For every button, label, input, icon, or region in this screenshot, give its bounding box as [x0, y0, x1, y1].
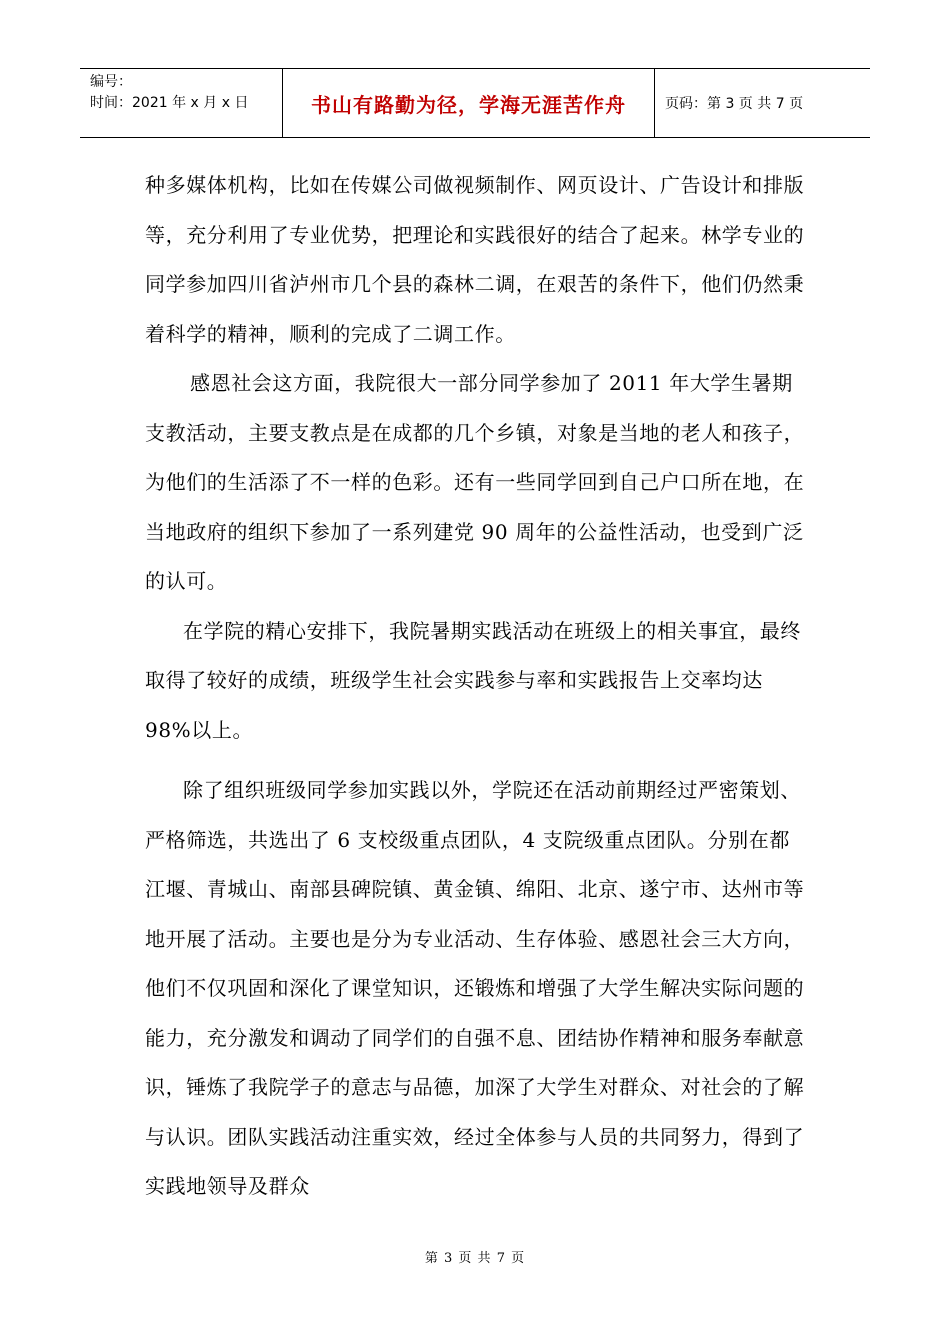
document-header	[80, 68, 870, 138]
page-footer: 第 3 页 共 7 页	[424, 1251, 526, 1266]
header-number-label: 编号：	[90, 74, 132, 90]
header-motto: 书山有路勤为径，学海无涯苦作舟	[283, 69, 655, 137]
paragraph-3: 在学院的精心安排下，我院暑期实践活动在班级上的相关事宜，最终取得了较好的成绩，班级学生社会实践参与率和实践报告上交率均达 98%以上。	[145, 618, 801, 742]
header-page-info: 页码：第 3 页 共 7 页	[665, 96, 804, 112]
paragraph-2: 感恩社会这方面，我院很大一部分同学参加了 2011 年大学生暑期支教活动，主要支教点是在成都的几个乡镇，对象是当地的老人和孩子，为他们的生活添了不一样的色彩。还有一些同学回到自己户口所在地，在当地政府的组织下参加了一系列建党 90 周年的公益性活动，也受到广泛的认可。	[145, 371, 805, 593]
header-time-label: 时间：2021 年 x 月 x 日	[90, 95, 249, 111]
document-body	[145, 161, 810, 1212]
header-meta	[80, 69, 283, 137]
paragraph-4: 除了组织班级同学参加实践以外，学院还在活动前期经过严密策划、严格筛选，共选出了 6 支校级重点团队，4 支院级重点团队。分别在都江堰、青城山、南部县碑院镇、黄金镇、绵阳、北京、遂宁市、达州市等地开展了活动。主要也是分为专业活动、生存体验、感恩社会三大方向，他们不仅巩固和深化了课堂知识，还锻炼和增强了大学生解决实际问题的能力，充分激发和调动了同学们的自强不息、团结协作精神和服务奉献意识，锤炼了我院学子的意志与品德，加深了大学生对群众、对社会的了解与认识。团队实践活动注重实效，经过全体参与人员的共同努力，得到了实践地领导及群众	[145, 778, 805, 1198]
paragraph-1: 种多媒体机构，比如在传媒公司做视频制作、网页设计、广告设计和排版等，充分利用了专业优势，把理论和实践很好的结合了起来。林学专业的同学参加四川省泸州市几个县的森林二调，在艰苦的条件下，他们仍然秉着科学的精神，顺利的完成了二调工作。	[145, 173, 805, 346]
